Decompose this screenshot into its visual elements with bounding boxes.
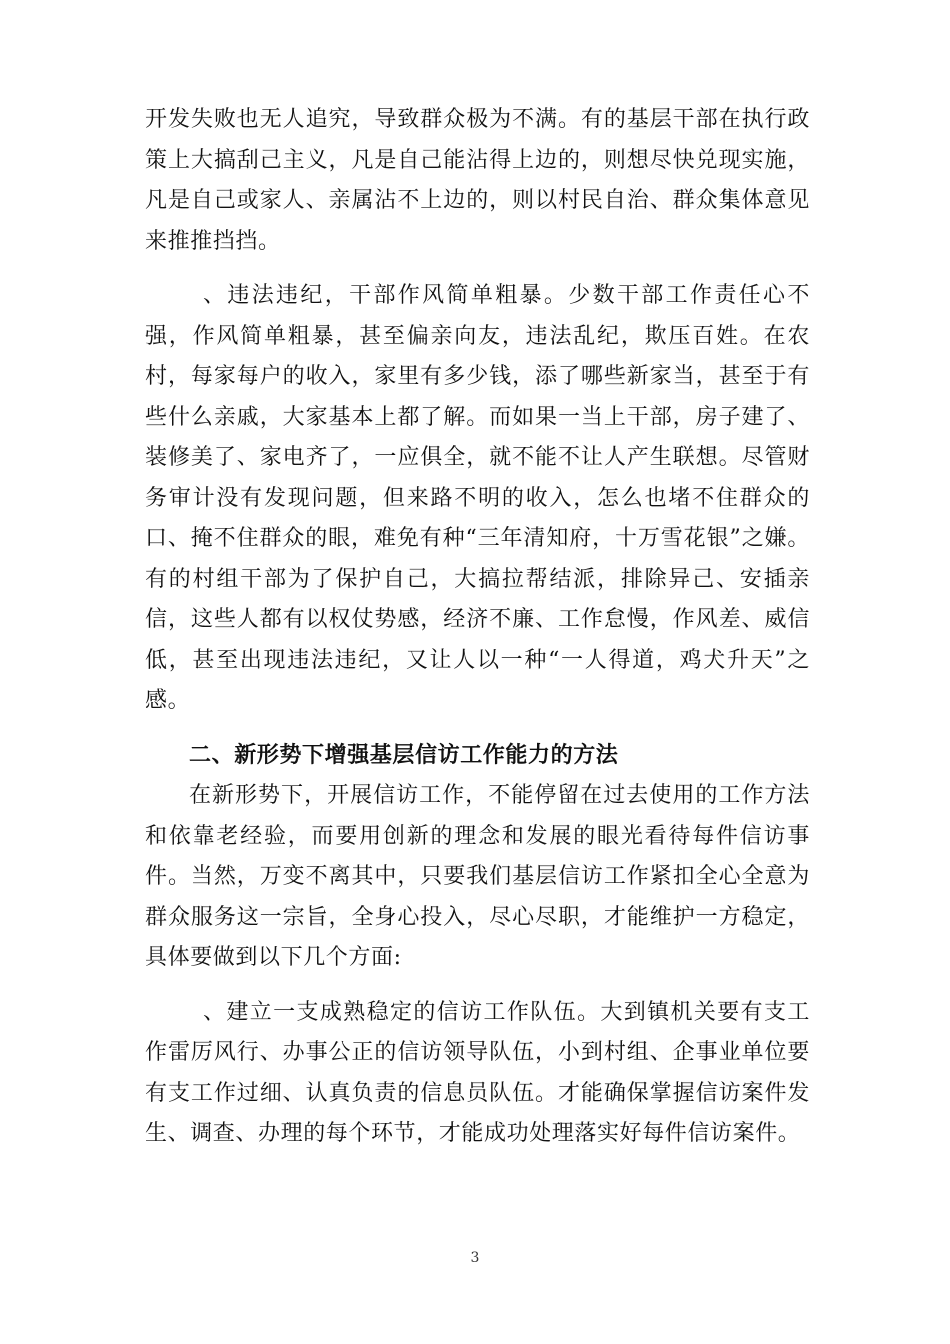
document-body	[145, 100, 810, 1155]
page-number: 3	[470, 1250, 480, 1266]
paragraph-1: 开发失败也无人追究，导致群众极为不满。有的基层干部在执行政策上大搞刮己主义，凡是自己能沾得上边的，则想尽快兑现实施，凡是自己或家人、亲属沾不上边的，则以村民自治、群众集体意见来推推挡挡。	[145, 107, 810, 254]
paragraph-4: 、建立一支成熟稳定的信访工作队伍。大到镇机关要有支工作雷厉风行、办事公正的信访领导队伍，小到村组、企事业单位要有支工作过细、认真负责的信息员队伍。才能确保掌握信访案件发生、调查、办理的每个环节，才能成功处理落实好每件信访案件。	[145, 999, 810, 1146]
section-heading: 二、新形势下增强基层信访工作能力的方法	[189, 742, 619, 768]
paragraph-2: 、违法违纪，干部作风简单粗暴。少数干部工作责任心不强，作风简单粗暴，甚至偏亲向友，违法乱纪，欺压百姓。在农村，每家每户的收入，家里有多少钱，添了哪些新家当，甚至于有些什么亲戚，大家基本上都了解。而如果一当上干部，房子建了、装修美了、家电齐了，一应俱全，就不能不让人产生联想。尽管财务审计没有发现问题，但来路不明的收入，怎么也堵不住群众的口、掩不住群众的眼，难免有种“三年清知府，十万雪花银”之嫌。有的村组干部为了保护自己，大搞拉帮结派，排除异己、安插亲信，这些人都有以权仗势感，经济不廉、工作怠慢，作风差、威信低，甚至出现违法违纪，又让人以一种“一人得道，鸡犬升天”之感。	[145, 283, 810, 713]
paragraph-3: 在新形势下，开展信访工作，不能停留在过去使用的工作方法和依靠老经验，而要用创新的理念和发展的眼光看待每件信访事件。当然，万变不离其中，只要我们基层信访工作紧扣全心全意为群众服务这一宗旨，全身心投入，尽心尽职，才能维护一方稳定，具体要做到以下几个方面:	[145, 783, 810, 970]
